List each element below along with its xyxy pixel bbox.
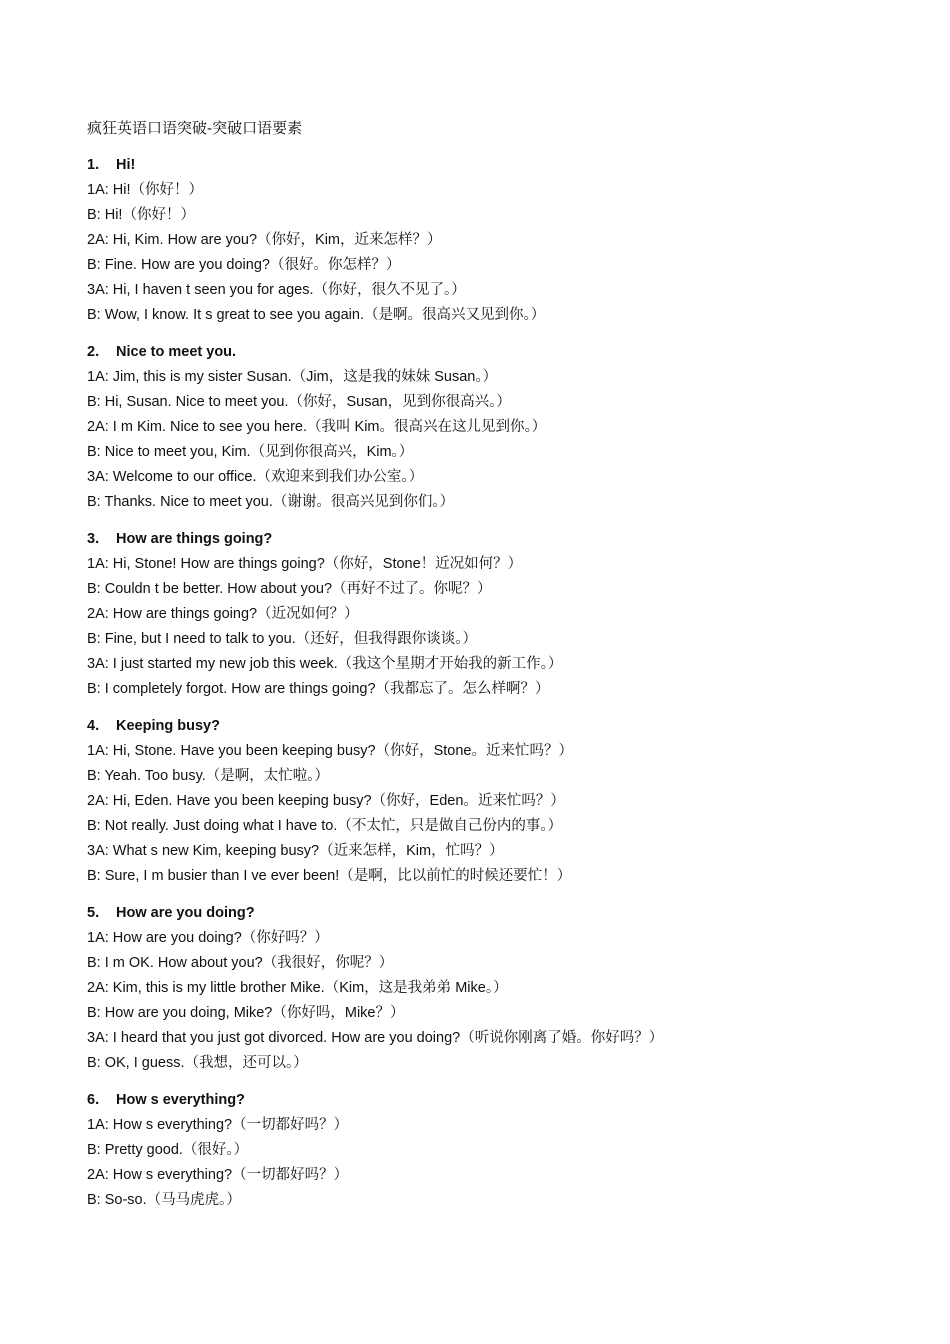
document-title: 疯狂英语口语突破-突破口语要素: [87, 119, 303, 137]
section-heading-text: Hi!: [116, 157, 136, 173]
dialogue-line: B: Sure, I m busier than I ve ever been!（是啊，比以前忙的时候还要忙！）: [87, 868, 572, 884]
dialogue-line: B: Hi, Susan. Nice to meet you.（你好，Susan，见到你很高兴。）: [87, 394, 511, 410]
section-heading-text: Nice to meet you.: [116, 344, 237, 360]
dialogue-line: 1A: Hi, Stone. Have you been keeping busy?（你好，Stone。近来忙吗？）: [87, 743, 573, 759]
dialogue-line: B: Pretty good.（很好。）: [87, 1142, 249, 1158]
dialogue-line: 1A: How s everything?（一切都好吗？）: [87, 1117, 349, 1133]
dialogue-line: 3A: What s new Kim, keeping busy?（近来怎样，Kim，忙吗？）: [87, 843, 504, 859]
section-heading: [87, 153, 907, 178]
dialogue-line: 1A: Hi, Stone! How are things going?（你好，Stone！近况如何？）: [87, 556, 523, 572]
section: [87, 340, 907, 515]
section-heading: [87, 1088, 907, 1113]
dialogue-line: B: Yeah. Too busy.（是啊，太忙啦。）: [87, 768, 330, 784]
section-heading: [87, 714, 907, 739]
dialogue-line: 3A: I just started my new job this week.（我这个星期才开始我的新工作。）: [87, 656, 563, 672]
section: [87, 901, 907, 1076]
section-heading-text: How are things going?: [116, 531, 273, 547]
section-number: 1.: [87, 157, 100, 173]
dialogue-line: B: Couldn t be better. How about you?（再好不过了。你呢？）: [87, 581, 492, 597]
sections-container: [87, 153, 907, 1213]
dialogue-line: 2A: Hi, Eden. Have you been keeping busy?（你好，Eden。近来忙吗？）: [87, 793, 565, 809]
section-heading-text: How are you doing?: [116, 905, 255, 921]
dialogue-line: 3A: I heard that you just got divorced. How are you doing?（听说你刚离了婚。你好吗？）: [87, 1030, 664, 1046]
dialogue-line: B: OK, I guess.（我想，还可以。）: [87, 1055, 308, 1071]
dialogue-line: B: Not really. Just doing what I have to.（不太忙，只是做自己份内的事。）: [87, 818, 563, 834]
section-number: 4.: [87, 718, 100, 734]
dialogue-line: B: How are you doing, Mike?（你好吗，Mike？）: [87, 1005, 405, 1021]
dialogue-line: 2A: Hi, Kim. How are you?（你好，Kim，近来怎样？）: [87, 232, 442, 248]
dialogue-line: 2A: How are things going?（近况如何？）: [87, 606, 359, 622]
dialogue-line: 2A: I m Kim. Nice to see you here.（我叫 Kim。很高兴在这儿见到你。）: [87, 419, 547, 435]
section: [87, 153, 907, 328]
dialogue-line: 1A: How are you doing?（你好吗？）: [87, 930, 329, 946]
dialogue-line: 2A: Kim, this is my little brother Mike.（Kim，这是我弟弟 Mike。）: [87, 980, 508, 996]
section-number: 5.: [87, 905, 100, 921]
dialogue-line: B: Wow, I know. It s great to see you again.（是啊。很高兴又见到你。）: [87, 307, 546, 323]
dialogue-line: 1A: Jim, this is my sister Susan.（Jim，这是我的妹妹 Susan。）: [87, 369, 498, 385]
dialogue-line: B: Fine. How are you doing?（很好。你怎样？）: [87, 257, 401, 273]
section: [87, 527, 907, 702]
dialogue-line: B: Thanks. Nice to meet you.（谢谢。很高兴见到你们。）: [87, 494, 455, 510]
dialogue-line: 2A: How s everything?（一切都好吗？）: [87, 1167, 349, 1183]
dialogue-line: B: So-so.（马马虎虎。）: [87, 1192, 241, 1208]
section-number: 2.: [87, 344, 100, 360]
section-heading: [87, 901, 907, 926]
section-number: 6.: [87, 1092, 100, 1108]
document-page: [87, 116, 907, 1225]
section: [87, 714, 907, 889]
section-heading-text: How s everything?: [116, 1092, 245, 1108]
dialogue-line: B: I m OK. How about you?（我很好，你呢？）: [87, 955, 394, 971]
dialogue-line: 3A: Welcome to our office.（欢迎来到我们办公室。）: [87, 469, 424, 485]
dialogue-line: B: Hi!（你好！）: [87, 207, 195, 223]
dialogue-line: B: I completely forgot. How are things going?（我都忘了。怎么样啊？）: [87, 681, 550, 697]
section-heading: [87, 340, 907, 365]
section-heading-text: Keeping busy?: [116, 718, 220, 734]
dialogue-line: B: Nice to meet you, Kim.（见到你很高兴，Kim。）: [87, 444, 414, 460]
dialogue-line: B: Fine, but I need to talk to you.（还好，但我得跟你谈谈。）: [87, 631, 478, 647]
dialogue-line: 3A: Hi, I haven t seen you for ages.（你好，很久不见了。）: [87, 282, 466, 298]
section-number: 3.: [87, 531, 100, 547]
section-heading: [87, 527, 907, 552]
section: [87, 1088, 907, 1213]
dialogue-line: 1A: Hi!（你好！）: [87, 182, 204, 198]
